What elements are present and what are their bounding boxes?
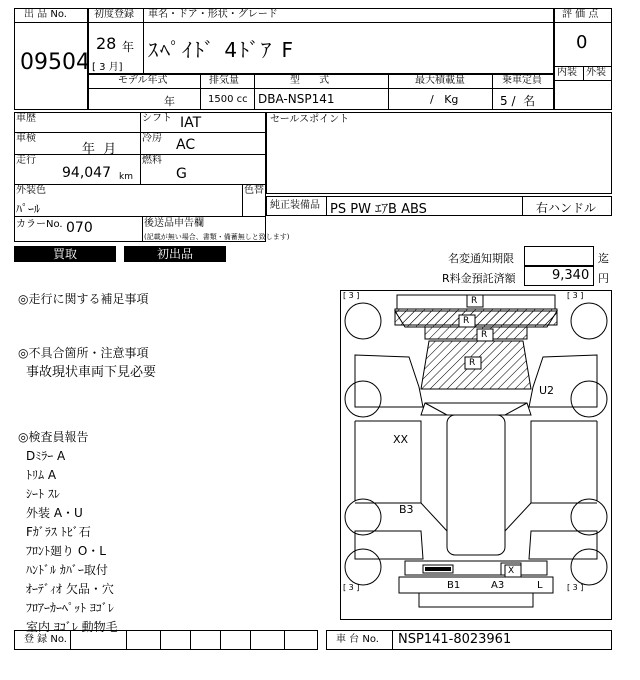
history-label: 車歴 bbox=[16, 113, 36, 124]
inspector-item: ﾌﾛｱｰｶｰﾍﾟｯﾄ ﾖｺﾞﾚ bbox=[26, 601, 114, 615]
sales-point-label: セールスポイント bbox=[270, 114, 350, 125]
mark-xx: XX bbox=[393, 433, 409, 446]
max-load-label: 最大積載量 bbox=[415, 75, 465, 86]
ext-color-label: 外装色 bbox=[16, 185, 46, 196]
defects-label: ◎不具合箇所・注意事項 bbox=[18, 346, 149, 360]
mark-u2: U2 bbox=[539, 384, 555, 397]
notes-section bbox=[18, 290, 148, 309]
color-no-value: 070 bbox=[66, 220, 93, 236]
shift-value: IAT bbox=[180, 115, 202, 131]
ac-value: AC bbox=[176, 137, 196, 153]
mark-r4: R bbox=[469, 358, 476, 368]
fuel-label: 燃料 bbox=[142, 155, 162, 166]
inspector-item: 室内 ﾖｺﾞﾚ 動物毛 bbox=[26, 620, 118, 634]
color-no-label: カラーNo. bbox=[16, 219, 63, 230]
reg-year-unit: 年 bbox=[122, 40, 135, 54]
model-year-unit: 年 bbox=[164, 95, 175, 108]
interior-label: 内装 bbox=[557, 67, 577, 78]
inspector-item: ﾄﾘﾑ A bbox=[26, 468, 57, 482]
tire-rl-label: [ 3 ] bbox=[343, 583, 360, 592]
tire-rr-label: [ 3 ] bbox=[567, 583, 584, 592]
inspector-item: Fｶﾞﾗｽ ﾄﾋﾞ石 bbox=[26, 525, 91, 539]
driving-notes-label: ◎走行に関する補足事項 bbox=[18, 292, 149, 306]
displacement: 1500 cc bbox=[208, 94, 248, 105]
buy-button[interactable]: 買取 bbox=[14, 246, 116, 262]
color-change-label: 色替 bbox=[244, 185, 264, 196]
tire-fr-label: [ 3 ] bbox=[567, 291, 584, 300]
steering-value: 右ハンドル bbox=[536, 201, 597, 215]
mark-b1: B1 bbox=[447, 580, 461, 591]
inspector-item: ﾌﾛﾝﾄ廻り O・L bbox=[26, 544, 106, 558]
mark-r2: R bbox=[463, 316, 470, 326]
shift-label: シフト bbox=[142, 113, 172, 124]
car-name-label: 車名・ドア・形状・グレード bbox=[148, 9, 278, 20]
score-label: 評 価 点 bbox=[562, 9, 599, 20]
score-value: 0 bbox=[576, 32, 588, 53]
chassis-number: NSP141-8023961 bbox=[398, 632, 512, 647]
inspector-item: ｼｰﾄ ｽﾚ bbox=[26, 487, 60, 501]
equipment-value: PS PW ｴｱB ABS bbox=[330, 202, 427, 217]
displacement-label: 排気量 bbox=[209, 75, 239, 86]
tire-front-left bbox=[345, 303, 381, 339]
tire-front-right bbox=[571, 303, 607, 339]
mark-x: X bbox=[508, 566, 515, 576]
inspector-section bbox=[18, 428, 118, 637]
defects-text: 事故現状車両下見必要 bbox=[26, 365, 157, 380]
late-report-note: (記載が無い場合、書類・備蓄無しと致します) bbox=[144, 233, 290, 241]
reg-month: [ 3 月] bbox=[92, 62, 123, 73]
exterior-label: 外装 bbox=[586, 67, 606, 78]
mileage-unit: km bbox=[119, 172, 133, 182]
inspector-list bbox=[18, 447, 118, 637]
max-load: / Kg bbox=[430, 93, 459, 106]
tire-rear-left bbox=[345, 549, 381, 585]
tire-fl-label: [ 3 ] bbox=[343, 291, 360, 300]
inspector-item: ｵｰﾃﾞｨｵ 欠品・穴 bbox=[26, 582, 114, 596]
recycle-label: R料金預託済額 bbox=[442, 272, 516, 285]
lot-number: 09504 bbox=[20, 50, 90, 75]
inspector-label: ◎検査員報告 bbox=[18, 430, 89, 444]
defects-section bbox=[18, 344, 156, 382]
capacity-label: 乗車定員 bbox=[502, 75, 542, 86]
type-label: 型 式 bbox=[290, 75, 330, 86]
late-report-label: 後送品申告欄 bbox=[144, 218, 204, 229]
ac-label: 冷房 bbox=[142, 133, 162, 144]
model-year-label: モデル年式 bbox=[118, 75, 168, 86]
reg-no-label: 登 録 No. bbox=[24, 634, 67, 645]
inspector-item: 外装 A・U bbox=[26, 506, 83, 520]
score-box bbox=[554, 8, 612, 110]
fuel-value: G bbox=[176, 166, 187, 182]
lot-label: 出 品 No. bbox=[24, 9, 67, 20]
mark-r3: R bbox=[481, 330, 488, 340]
tire-rear-right bbox=[571, 549, 607, 585]
mark-b3: B3 bbox=[399, 503, 414, 516]
car-name: ｽﾍﾟｲﾄﾞ 4ﾄﾞｱ F bbox=[148, 38, 295, 62]
name-change-field bbox=[524, 246, 594, 266]
first-reg-label: 初度登録 bbox=[94, 9, 134, 20]
mark-r1: R bbox=[471, 296, 478, 306]
inspection-value: 年 月 bbox=[82, 142, 117, 157]
equipment-label: 純正装備品 bbox=[270, 200, 320, 211]
chassis-label: 車 台 No. bbox=[336, 634, 379, 645]
mileage-value: 94,047 bbox=[62, 165, 111, 181]
capacity: 5 / 名 bbox=[500, 94, 536, 108]
inspection-label: 車検 bbox=[16, 133, 36, 144]
inspector-item: ﾊﾝﾄﾞﾙ ｶﾊﾞｰ取付 bbox=[26, 563, 108, 577]
recycle-value: 9,340 bbox=[552, 268, 590, 283]
car-diagram bbox=[340, 290, 612, 620]
model-type: DBA-NSP141 bbox=[258, 92, 335, 106]
mark-a3: A3 bbox=[491, 580, 505, 591]
mileage-label: 走行 bbox=[16, 155, 36, 166]
reg-year: 28 bbox=[96, 34, 117, 53]
inspector-item: Dﾐﾗｰ A bbox=[26, 449, 66, 463]
recycle-unit: 円 bbox=[598, 272, 609, 285]
name-change-label: 名変通知期限 bbox=[448, 252, 514, 265]
first-listing-button[interactable]: 初出品 bbox=[124, 246, 226, 262]
mark-l: L bbox=[537, 580, 543, 591]
ext-color-value: ﾊﾟｰﾙ bbox=[16, 202, 41, 216]
name-change-unit: 迄 bbox=[598, 252, 609, 265]
